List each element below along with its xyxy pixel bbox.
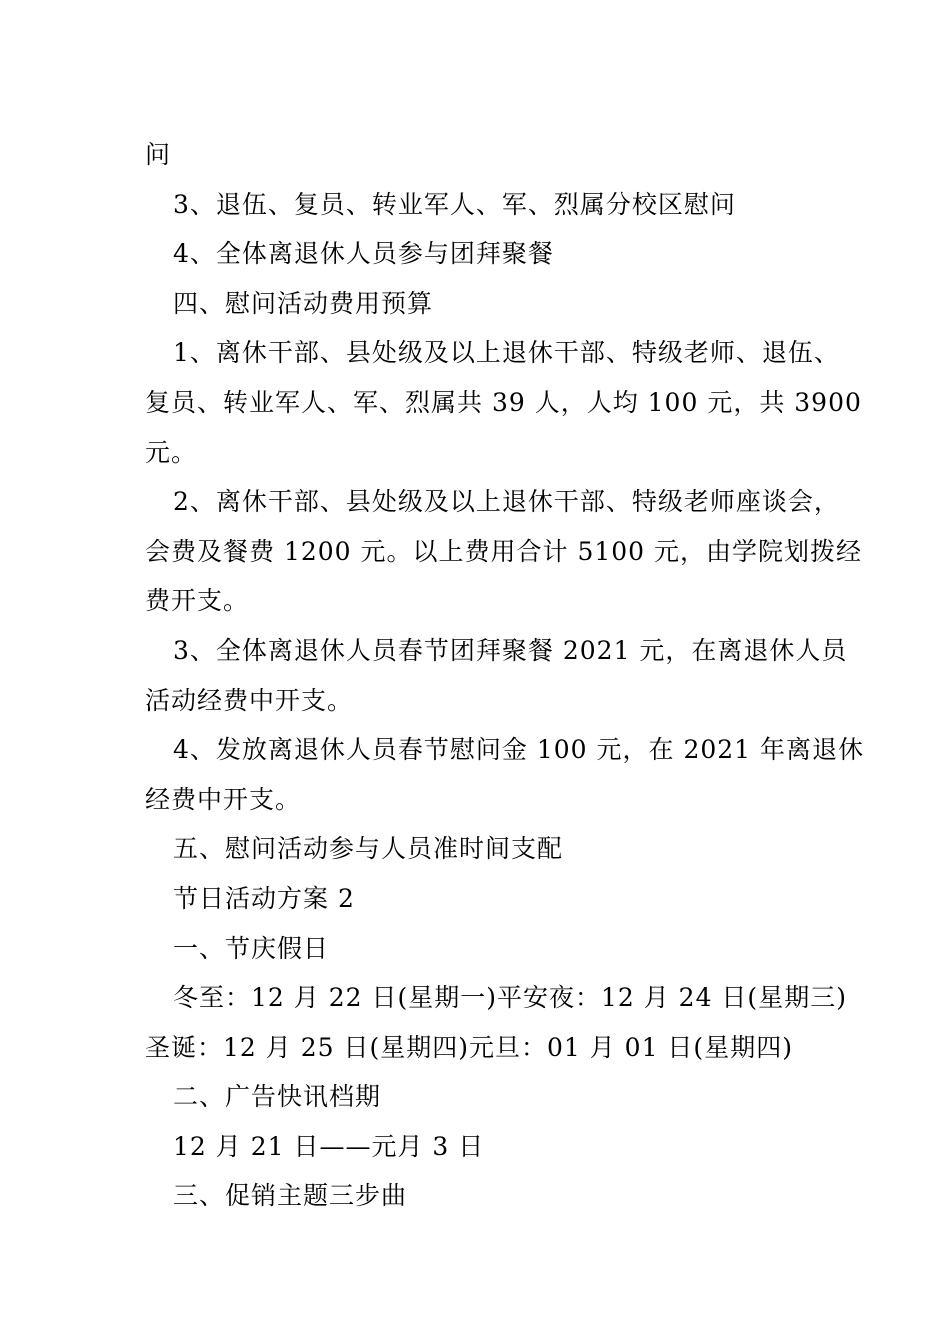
text-line: 3、退伍、复员、转业军人、军、烈属分校区慰问 — [173, 189, 736, 219]
text-line: 1、离休干部、县处级及以上退休干部、特级老师、退伍、 — [173, 338, 840, 368]
document-title: 节日活动方案 2 — [173, 883, 355, 913]
text-line: 3、全体离退休人员春节团拜聚餐 2021 元，在离退休人员 — [173, 635, 848, 665]
document-body — [145, 130, 865, 1221]
text-line: 圣诞：12 月 25 日(星期四)元旦：01 月 01 日(星期四) — [145, 1032, 793, 1062]
text-line: 元。 — [145, 437, 198, 467]
text-line: 经费中开支。 — [145, 784, 302, 814]
section-heading: 三、促销主题三步曲 — [173, 1181, 408, 1211]
text-line: 费开支。 — [145, 586, 250, 616]
text-line: 问 — [145, 140, 172, 169]
section-heading: 四、慰问活动费用预算 — [173, 288, 434, 318]
section-heading: 二、广告快讯档期 — [173, 1082, 382, 1112]
text-line: 2、离休干部、县处级及以上退休干部、特级老师座谈会， — [173, 487, 840, 517]
text-line: 会费及餐费 1200 元。以上费用合计 5100 元，由学院划拨经 — [145, 536, 863, 566]
text-line: 复员、转业军人、军、烈属共 39 人，人均 100 元，共 3900 — [145, 387, 862, 417]
section-heading: 五、慰问活动参与人员准时间支配 — [173, 834, 564, 864]
text-line: 活动经费中开支。 — [145, 685, 354, 715]
section-heading: 一、节庆假日 — [173, 933, 330, 963]
text-line: 冬至：12 月 22 日(星期一)平安夜：12 月 24 日(星期三) — [173, 983, 847, 1013]
text-line: 4、发放离退休人员春节慰问金 100 元，在 2021 年离退休 — [173, 735, 865, 765]
text-line: 4、全体离退休人员参与团拜聚餐 — [173, 239, 554, 269]
text-line: 12 月 21 日——元月 3 日 — [173, 1131, 485, 1161]
